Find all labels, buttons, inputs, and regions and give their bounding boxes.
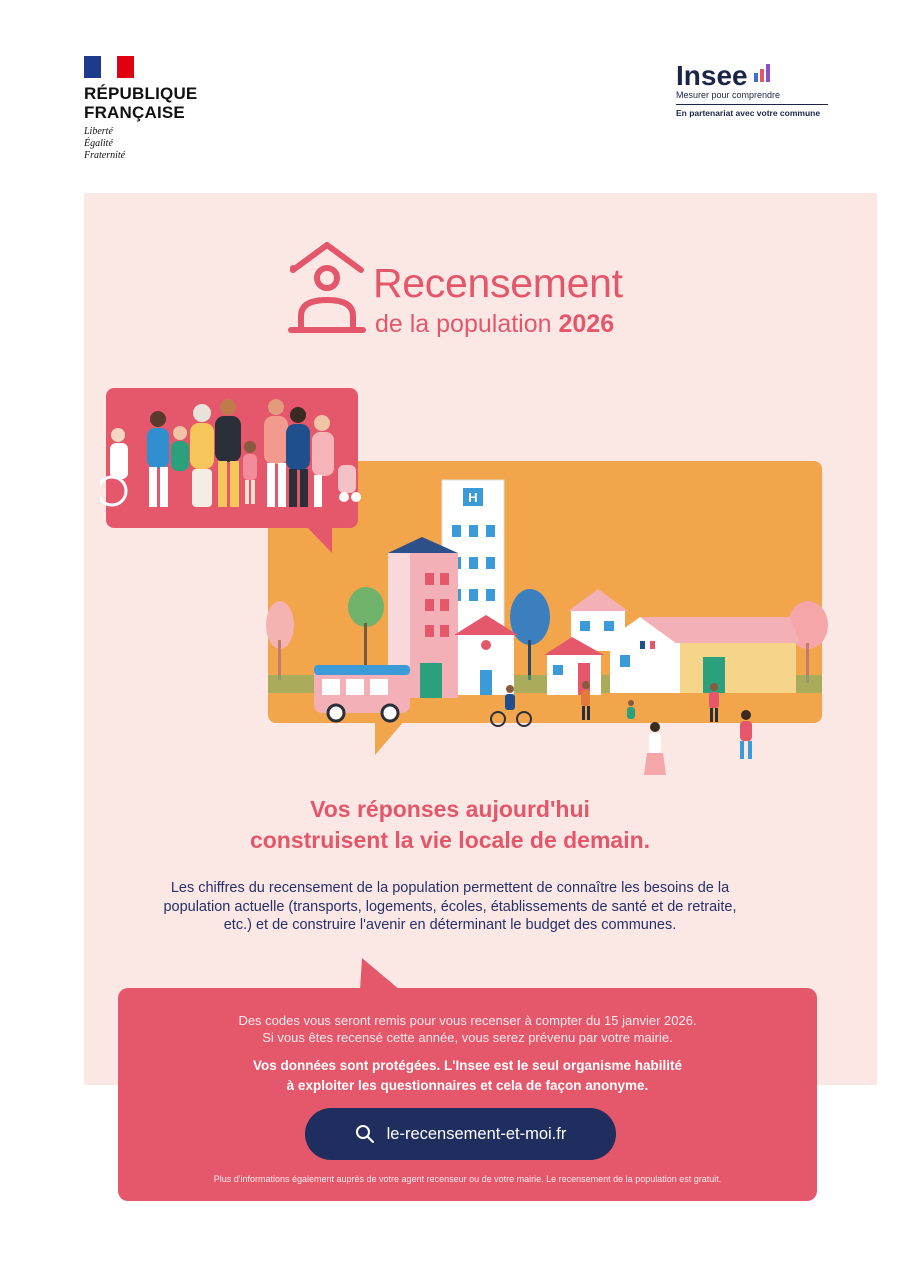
website-url[interactable]: le-recensement-et-moi.fr <box>386 1124 567 1143</box>
poster-title <box>287 240 707 340</box>
insee-logo <box>676 60 828 118</box>
title-year: 2026 <box>558 310 615 338</box>
body-line2: population actuelle (transports, logements, écoles, établissements de santé et de retraite, <box>163 898 737 915</box>
marianne-logo-icon <box>84 56 134 78</box>
insee-partner-text: En partenariat avec votre commune <box>676 108 821 118</box>
info-footer: Plus d'informations également auprès de votre agent recenseur ou de votre mairie. Le recensement de la population est gratuit. <box>213 1174 722 1184</box>
insee-tagline: Mesurer pour comprendre <box>676 90 781 100</box>
protection-line2: à exploiter les questionnaires et cela de façon anonyme. <box>286 1078 649 1093</box>
codes-text <box>118 1012 817 1046</box>
body-line1: Les chiffres du recensement de la population permettent de connaître les besoins de la <box>170 880 730 896</box>
search-icon <box>355 1124 375 1144</box>
title-subtitle <box>375 310 614 339</box>
town-illustration <box>100 385 830 785</box>
motto-fraternite: Fraternité <box>84 150 126 161</box>
insee-bars-icon <box>754 62 770 82</box>
headline <box>150 794 750 856</box>
republique-francaise-logo <box>84 56 224 162</box>
house-person-icon <box>287 240 367 335</box>
headline-line1: Vos réponses aujourd'hui <box>310 796 590 822</box>
info-box-tail <box>360 958 400 990</box>
website-search-button[interactable] <box>305 1108 616 1160</box>
republique-motto <box>84 126 224 162</box>
codes-line1: Des codes vous seront remis pour vous recenser à compter du 15 janvier 2026. <box>238 1013 697 1028</box>
motto-egalite: Égalité <box>84 138 113 149</box>
body-paragraph <box>130 879 770 935</box>
title-recensement: Recensement <box>373 260 623 306</box>
protection-line1: Vos données sont protégées. L'Insee est le seul organisme habilité <box>252 1058 683 1073</box>
info-box <box>118 988 817 1201</box>
title-subtitle-prefix: de la population <box>375 310 559 338</box>
republique-francaise-title <box>84 84 224 122</box>
headline-line2: construisent la vie locale de demain. <box>249 827 651 853</box>
insee-divider <box>676 104 828 105</box>
codes-line2: Si vous êtes recensé cette année, vous serez prévenu par votre mairie. <box>262 1030 673 1045</box>
republique-line2: FRANÇAISE <box>84 103 185 122</box>
svg-text:H: H <box>468 490 478 505</box>
protection-text <box>118 1056 817 1096</box>
body-line3: etc.) et de construire l'avenir en déterminant le budget des communes. <box>223 917 677 933</box>
republique-line1: RÉPUBLIQUE <box>84 84 198 103</box>
motto-liberte: Liberté <box>84 126 113 137</box>
insee-name: Insee <box>676 60 748 91</box>
bus <box>314 665 410 721</box>
